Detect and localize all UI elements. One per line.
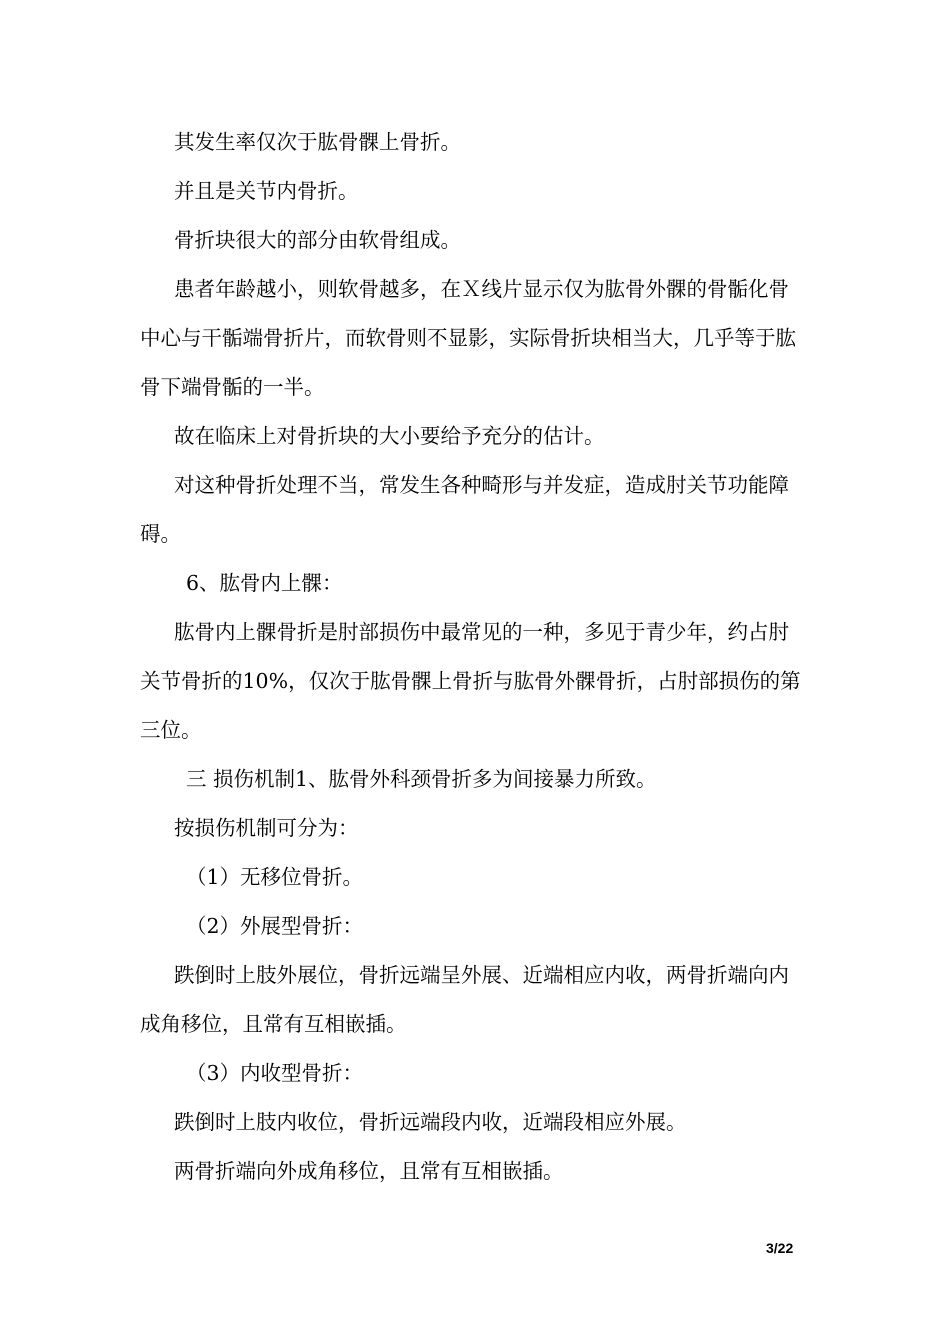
paragraph-5: 故在临床上对骨折块的大小要给予充分的估计。 <box>174 424 605 448</box>
document-body <box>140 118 805 1196</box>
paragraph-2: 并且是关节内骨折。 <box>174 179 359 203</box>
paragraph-8: 按损伤机制可分为： <box>174 816 359 840</box>
section-heading-3: 三 损伤机制1、肱骨外科颈骨折多为间接暴力所致。 <box>186 767 657 791</box>
paragraph-9: 跌倒时上肢外展位，骨折远端呈外展、近端相应内收，两骨折端向内成角移位，且常有互相嵌插。 <box>140 963 789 1036</box>
list-item-2: （2）外展型骨折： <box>186 914 364 938</box>
page-number: 3/22 <box>766 1240 794 1256</box>
paragraph-1: 其发生率仅次于肱骨髁上骨折。 <box>174 130 461 154</box>
section-heading-6: 6、肱骨内上髁： <box>186 571 343 595</box>
paragraph-3: 骨折块很大的部分由软骨组成。 <box>174 228 461 252</box>
list-item-3: （3）内收型骨折： <box>186 1061 364 1085</box>
paragraph-11: 两骨折端向外成角移位，且常有互相嵌插。 <box>174 1159 564 1183</box>
list-item-1: （1）无移位骨折。 <box>186 865 364 889</box>
paragraph-6: 对这种骨折处理不当，常发生各种畸形与并发症，造成肘关节功能障碍。 <box>140 473 789 546</box>
paragraph-7: 肱骨内上髁骨折是肘部损伤中最常见的一种，多见于青少年，约占肘关节骨折的10%，仅次于肱骨髁上骨折与肱骨外髁骨折，占肘部损伤的第三位。 <box>140 620 801 742</box>
paragraph-4: 患者年龄越小，则软骨越多，在Ｘ线片显示仅为肱骨外髁的骨骺化骨中心与干骺端骨折片，而软骨则不显影，实际骨折块相当大，几乎等于肱骨下端骨骺的一半。 <box>140 277 796 399</box>
paragraph-10: 跌倒时上肢内收位，骨折远端段内收，近端段相应外展。 <box>174 1110 687 1134</box>
